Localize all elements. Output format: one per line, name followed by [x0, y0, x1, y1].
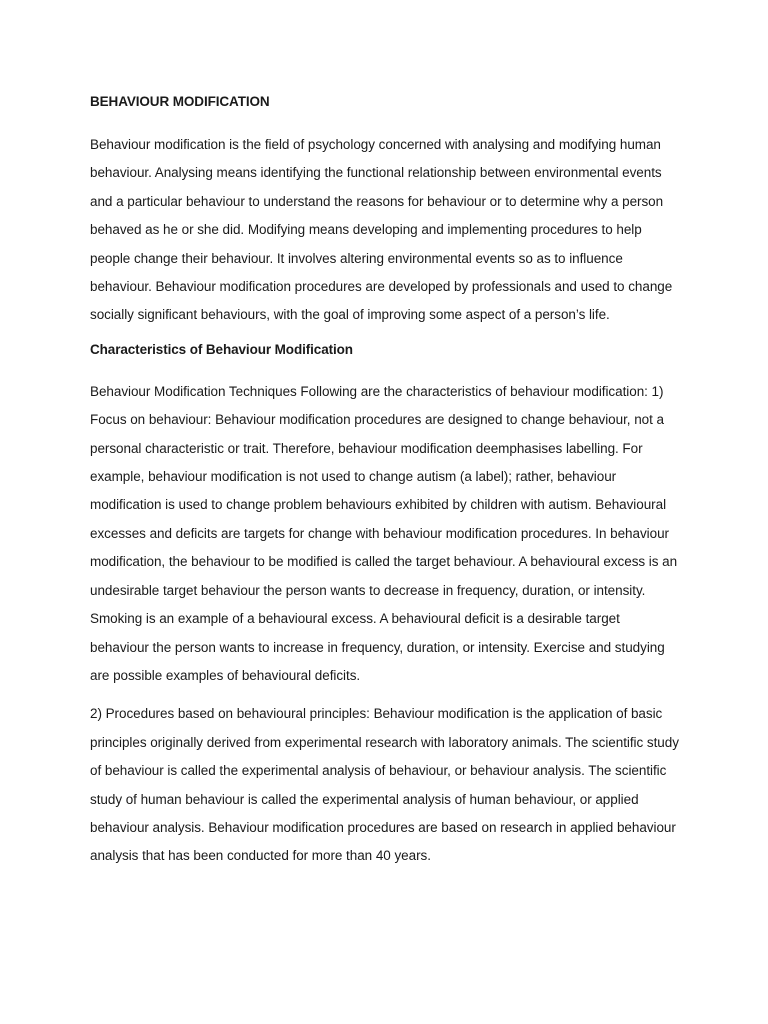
section-heading: Characteristics of Behaviour Modification [90, 341, 353, 357]
document-body [90, 92, 680, 871]
characteristics-paragraph-2: 2) Procedures based on behavioural principles: Behaviour modification is the application of basic principles originally derived from experimental research with laboratory animals. The scientific study of behaviour is called the experimental analysis of behaviour, or behaviour analysis. The scientific study of human behaviour is called the experimental analysis of human behaviour, or applied behaviour analysis. Behaviour modification procedures are based on research in applied behaviour analysis that has been conducted for more than 40 years. [90, 706, 679, 864]
document-title: BEHAVIOUR MODIFICATION [90, 94, 270, 109]
intro-paragraph: Behaviour modification is the field of psychology concerned with analysing and modifying human behaviour. Analysing means identifying the functional relationship between environmental events and a particular behaviour to understand the reasons for behaviour or to determine why a person behaved as he or she did. Modifying means developing and implementing procedures to help people change their behaviour. It involves altering environmental events so as to influence behaviour. Behaviour modification procedures are developed by professionals and used to change socially significant behaviours, with the goal of improving some aspect of a person’s life. [90, 137, 673, 323]
characteristics-paragraph-1: Behaviour Modification Techniques Following are the characteristics of behaviour modification: 1) Focus on behaviour: Behaviour modification procedures are designed to change behaviour, not a personal characteristic or trait. Therefore, behaviour modification deemphasises labelling. For example, behaviour modification is not used to change autism (a label); rather, behaviour modification is used to change problem behaviours exhibited by children with autism. Behavioural excesses and deficits are targets for change with behaviour modification procedures. In behaviour modification, the behaviour to be modified is called the target behaviour. A behavioural excess is an undesirable target behaviour the person wants to decrease in frequency, duration, or intensity. Smoking is an example of a behavioural excess. A behavioural deficit is a desirable target behaviour the person wants to increase in frequency, duration, or intensity. Exercise and studying are possible examples of behavioural deficits. [90, 383, 678, 683]
